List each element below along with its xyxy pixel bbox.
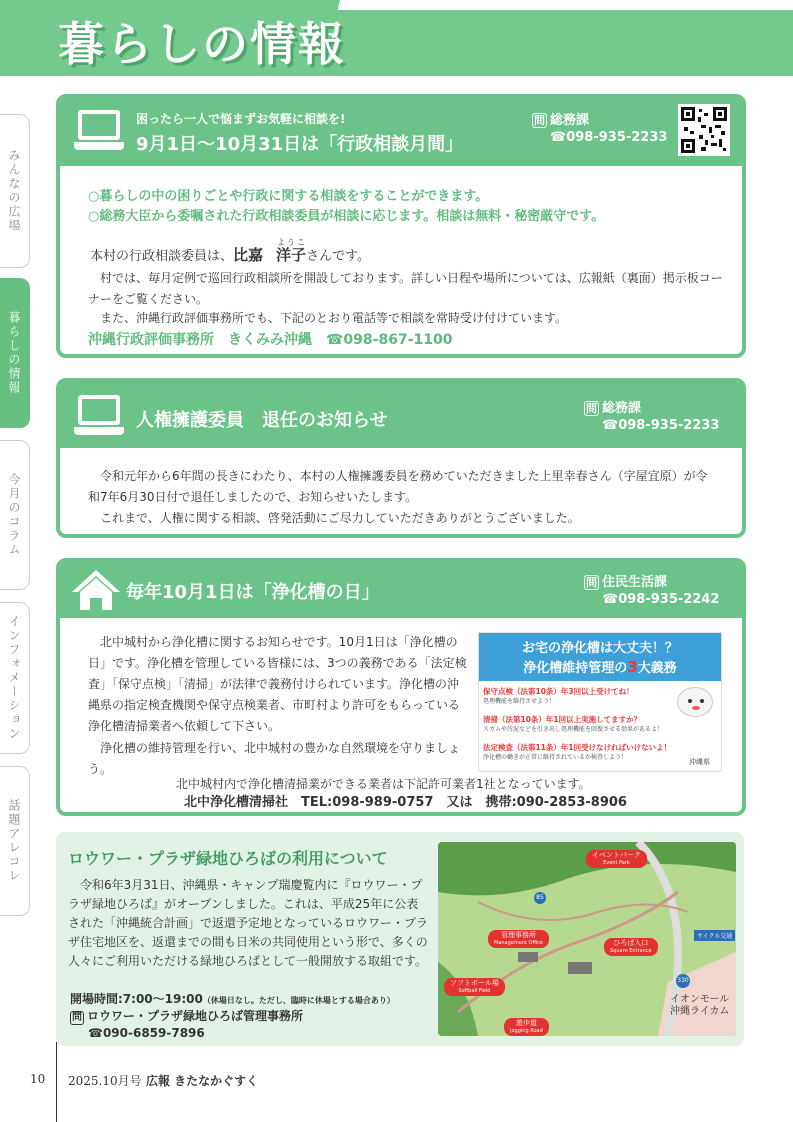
side-tab-label: インフォメーション — [7, 615, 21, 741]
map-label-route-330: 330 — [676, 974, 690, 988]
plaza-section — [56, 832, 744, 1046]
poster-item-2: 清掃（法第10条）年1回以上実施してますか？ スカムや汚泥などを引き出し処理機能を回復させる効果があるよ！ — [483, 715, 664, 733]
note-line: 北中城村内で浄化槽清掃業ができる業者は下記許可業者1社となっています。 — [176, 777, 591, 791]
title-banner — [0, 0, 793, 76]
inquiry-tag: 問 — [586, 576, 597, 589]
footer-divider — [56, 1042, 57, 1122]
paragraph-2: これまで、人権に関する相談、啓発活動にご尽力していただきありがとうございました。 — [100, 511, 580, 525]
poster-org: 沖縄県 — [689, 758, 710, 766]
poster-headline-1: お宅の浄化槽は大丈夫！？ — [521, 641, 678, 656]
qr-code-icon[interactable] — [678, 104, 730, 156]
paragraph-1: 北中城村から浄化槽に関するお知らせです。10月1日は「浄化槽の日」です。浄化槽を管理している皆様には、3つの義務である「法定検査」「保守点検」「清掃」が法律で義務付けられています。浄化槽の沖縄県の指定検査機関や保守点検業者、市町村より許可をもらっている浄化槽清掃業者へ依頼して下さい。 — [88, 635, 467, 733]
committee-name-family: 比嘉 — [233, 246, 264, 264]
publication-name: 広報 きたなかぐすく — [146, 1074, 259, 1088]
contact-info — [584, 400, 719, 434]
paragraph-2: 浄化槽の維持管理を行い、北中城村の豊かな自然環境を守りましょう。 — [88, 741, 461, 776]
poster-headline-2: 浄化槽維持管理の3大義務 — [523, 658, 677, 676]
inquiry-tag: 問 — [586, 402, 597, 415]
card-header — [60, 382, 742, 448]
side-tab-label: みんなの広場 — [7, 149, 21, 233]
contact-name: ロウワー・プラザ緑地ひろば管理事務所 — [87, 1009, 304, 1023]
side-tab-wadai[interactable] — [0, 766, 30, 916]
card-header — [60, 562, 742, 618]
inquiry-tag: 問 — [72, 1012, 82, 1023]
side-tab-minna[interactable] — [0, 114, 30, 268]
map-label-event: イベントパーク Event Park — [586, 850, 647, 868]
map-label-entrance: ひろば入口 Square Entrance — [604, 938, 658, 956]
plaza-map — [438, 842, 736, 1036]
committee-suffix: さんです。 — [306, 249, 371, 264]
poster-item-3: 法定検査（法第11条）年1回受けなければいけないよ！ 浄化槽の働きが正常に維持されているか検査しよう！ — [483, 743, 672, 761]
map-label-cycle: サイクル交通 — [694, 930, 735, 941]
committee-name-given: 洋子ようこ — [276, 238, 307, 264]
committee-prefix: 本村の行政相談委員は、 — [90, 249, 234, 264]
contact-dept: 総務課 — [550, 113, 590, 128]
contact-phone[interactable]: ☎090-6859-7896 — [88, 1026, 205, 1040]
map-label-office: 管理事務所 Management Office — [488, 930, 549, 948]
page-title: 暮らしの情報 — [58, 17, 346, 71]
paragraph-2: また、沖縄行政評価事務所でも、下記のとおり電話等で相談を常時受け付けています。 — [100, 311, 568, 325]
hours-note: （休場日なし。ただし、臨時に休場とする場合あり） — [202, 996, 395, 1005]
side-tab-kurashi[interactable] — [0, 278, 30, 428]
paragraph-1: 村では、毎月定例で巡回行政相談所を開設しております。詳しい日程や場所については、広報紙（裏面）掲示板コーナーをご覧ください。 — [88, 271, 723, 306]
contact-info — [532, 112, 667, 146]
side-tab-information[interactable] — [0, 602, 30, 754]
inquiry-tag: 問 — [534, 114, 545, 127]
map-label-route-85: 85 — [534, 892, 546, 904]
hours-line — [70, 990, 395, 1007]
mascot-icon — [677, 687, 713, 717]
contact-phone[interactable]: ☎098-935-2242 — [602, 592, 720, 607]
card-subtitle: 困ったら一人で悩まずお気軽に相談を! — [136, 112, 346, 126]
side-tab-label: 暮らしの情報 — [7, 311, 21, 395]
laptop-icon — [74, 110, 124, 152]
poster-item-1: 保守点検（法第10条）年3回以上受けてね！ 処理機能を維持させよう！ — [483, 687, 634, 705]
side-tab-column[interactable] — [0, 440, 30, 590]
card-header — [60, 98, 742, 166]
hours-label: 開場時間:7:00～19:00 — [70, 992, 203, 1006]
house-icon — [70, 568, 122, 616]
contact-dept: 住民生活課 — [602, 575, 668, 590]
side-tab-label: 話題アレコレ — [7, 799, 21, 883]
map-label-walk: 遊歩道 Jogging Road — [504, 1018, 549, 1036]
septic-tank-card — [56, 558, 746, 816]
paragraph-1: 令和元年から6年間の長きにわたり、本村の人権擁護委員を務めていただきました上里幸春さん（字屋宜原）が令和7年6月30日付で退任しましたので、お知らせいたします。 — [88, 469, 708, 504]
page-number: 10 — [30, 1072, 46, 1086]
plaza-title: ロウワー・プラザ緑地ひろばの利用について — [68, 849, 388, 868]
bullet-2: ○総務大臣から委嘱された行政相談委員が相談に応じます。相談は無料・秘密厳守です。 — [88, 209, 605, 224]
contact-phone[interactable]: ☎098-935-2233 — [602, 418, 720, 433]
consultation-card — [56, 94, 746, 358]
map-label-mall: イオンモール 沖縄ライカム — [670, 994, 730, 1017]
office-line[interactable]: 沖縄行政評価事務所 きくみみ沖縄 ☎098-867-1100 — [88, 332, 453, 348]
map-label-softball: ソフトボール場 Softball Field — [444, 978, 505, 996]
contact-phone[interactable]: ☎098-935-2233 — [550, 130, 668, 145]
issue-label: 2025.10月号 — [68, 1074, 142, 1088]
card-title: 人権擁護委員 退任のお知らせ — [136, 410, 388, 431]
card-title: 毎年10月1日は「浄化槽の日」 — [126, 582, 380, 603]
human-rights-card — [56, 378, 746, 538]
septic-poster — [478, 632, 722, 772]
contact-info — [584, 574, 719, 608]
bullet-1: ○暮らしの中の困りごとや行政に関する相談をすることができます。 — [88, 189, 489, 204]
laptop-icon — [74, 395, 124, 437]
card-title: 9月1日～10月31日は「行政相談月間」 — [136, 134, 464, 155]
side-tab-label: 今月のコラム — [7, 473, 21, 557]
committee-line — [90, 238, 370, 267]
plaza-paragraph: 令和6年3月31日、沖縄県・キャンプ瑞慶覧内に『ロウワー・プラザ緑地ひろば』がオープンしました。これは、平成25年に公表された「沖縄統合計画」で返還予定地となっているロウワー・プラザ住宅地区を、返還までの間も日米の共同使用という形で、多くの人々にご利用いただける緑地ひろばとして一般開放する取組です。 — [68, 878, 429, 968]
plaza-contact — [70, 1008, 303, 1042]
contact-dept: 総務課 — [602, 401, 642, 416]
company-line[interactable]: 北中浄化槽清掃社 TEL:098-989-0757 又は 携帯:090-2853-8906 — [184, 795, 627, 810]
